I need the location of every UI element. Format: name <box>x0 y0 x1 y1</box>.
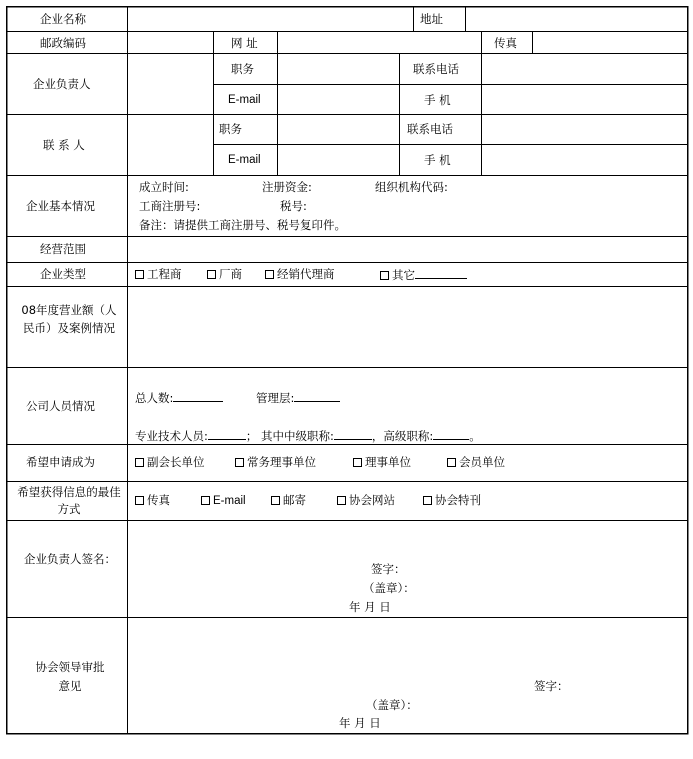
type-option-manufacturer[interactable] <box>207 267 242 281</box>
membership-option-member[interactable] <box>447 455 505 469</box>
staff-total-blank[interactable] <box>173 390 223 402</box>
checkbox[interactable] <box>135 496 144 505</box>
checkbox[interactable] <box>135 458 144 467</box>
option-label: 副会长单位 <box>147 455 205 469</box>
company-name-label: 企业名称 <box>40 12 86 26</box>
staff-tech-mid-label: ； 其中中级职称: <box>245 429 334 443</box>
checkbox[interactable] <box>380 271 389 280</box>
membership-option-director[interactable] <box>353 455 411 469</box>
option-label: 其它 <box>392 268 415 282</box>
leader-seal-field: （盖章）： <box>366 698 418 712</box>
staff-label: 公司人员情况 <box>26 399 95 413</box>
staff-tech-high-label: ，高级职称: <box>371 429 434 443</box>
info-channel-label: 希望获得信息的最佳方式 <box>17 485 121 516</box>
basic-info-label: 企业基本情况 <box>26 199 95 213</box>
tax-no-field: 税号: <box>280 199 307 213</box>
principal-sign-field: 签字： <box>371 562 406 576</box>
business-scope-label: 经营范围 <box>40 242 86 256</box>
staff-high-blank[interactable] <box>433 428 469 440</box>
option-label: 理事单位 <box>365 455 411 469</box>
info-option-bulletin[interactable] <box>423 493 481 507</box>
option-label: 传真 <box>147 493 170 507</box>
option-label: 协会特刊 <box>435 493 481 507</box>
principal-seal-field: （盖章）： <box>363 581 415 595</box>
contact-position-label: 职务 <box>219 122 242 136</box>
principal-mobile-label: 手 机 <box>424 93 451 107</box>
leader-sign-field: 签字： <box>534 679 569 693</box>
principal-position-label: 职务 <box>231 62 254 76</box>
membership-option-vice-president[interactable] <box>135 455 205 469</box>
type-option-distributor[interactable] <box>265 267 335 281</box>
org-code-field: 组织机构代码: <box>375 180 448 194</box>
staff-management <box>256 390 340 405</box>
checkbox[interactable] <box>235 458 244 467</box>
info-option-mail[interactable] <box>271 493 306 507</box>
type-option-engineer[interactable] <box>135 267 182 281</box>
leader-review-label: 协会领导审批意见 <box>35 660 105 693</box>
contact-email-label: E-mail <box>228 154 261 166</box>
address-label: 地址 <box>420 12 443 26</box>
info-option-fax[interactable] <box>135 493 170 507</box>
checkbox[interactable] <box>201 496 210 505</box>
staff-total-label: 总人数: <box>135 391 174 405</box>
membership-option-executive[interactable] <box>235 455 316 469</box>
option-label: 工程商 <box>147 267 182 281</box>
staff-management-blank[interactable] <box>294 390 340 402</box>
contact-mobile-label: 手 机 <box>424 153 451 167</box>
option-label: 常务理事单位 <box>247 455 316 469</box>
fax-label: 传真 <box>494 36 517 50</box>
staff-total <box>135 390 223 405</box>
reg-no-field: 工商注册号: <box>139 199 201 213</box>
capital-field: 注册资金: <box>262 180 312 194</box>
option-label: 邮寄 <box>283 493 306 507</box>
established-field: 成立时间: <box>139 180 189 194</box>
principal-email-label: E-mail <box>228 94 261 106</box>
checkbox[interactable] <box>265 270 274 279</box>
checkbox[interactable] <box>135 270 144 279</box>
option-label: 厂商 <box>219 267 242 281</box>
enterprise-type-label: 企业类型 <box>40 267 86 281</box>
principal-phone-label: 联系电话 <box>413 62 459 76</box>
revenue-label: 08年度营业额（人民币）及案例情况 <box>21 303 117 335</box>
option-label: 会员单位 <box>459 455 505 469</box>
basic-info-note: 备注：请提供工商注册号、税号复印件。 <box>139 218 346 232</box>
info-option-website[interactable] <box>337 493 395 507</box>
checkbox[interactable] <box>207 270 216 279</box>
staff-end: 。 <box>469 429 481 443</box>
info-option-email[interactable] <box>201 493 246 508</box>
membership-label: 希望申请成为 <box>26 455 95 469</box>
staff-tech <box>135 428 481 443</box>
postcode-label: 邮政编码 <box>40 36 86 50</box>
staff-management-label: 管理层: <box>256 391 295 405</box>
staff-tech-label: 专业技术人员: <box>135 429 208 443</box>
contact-phone-label: 联系电话 <box>407 122 453 136</box>
checkbox[interactable] <box>447 458 456 467</box>
leader-date-field: 年 月 日 <box>339 716 381 730</box>
principal-sign-label: 企业负责人签名： <box>24 552 116 566</box>
checkbox[interactable] <box>337 496 346 505</box>
principal-label: 企业负责人 <box>33 77 91 91</box>
checkbox[interactable] <box>423 496 432 505</box>
option-label: 协会网站 <box>349 493 395 507</box>
type-option-other[interactable] <box>380 267 467 282</box>
principal-date-field: 年 月 日 <box>349 600 391 614</box>
staff-mid-blank[interactable] <box>334 428 372 440</box>
other-blank[interactable] <box>415 267 467 279</box>
option-label: 经销代理商 <box>277 267 335 281</box>
option-label: E-mail <box>213 495 246 507</box>
website-label: 网 址 <box>231 36 258 50</box>
checkbox[interactable] <box>271 496 280 505</box>
contact-label: 联 系 人 <box>43 138 85 152</box>
staff-tech-blank[interactable] <box>208 428 246 440</box>
checkbox[interactable] <box>353 458 362 467</box>
